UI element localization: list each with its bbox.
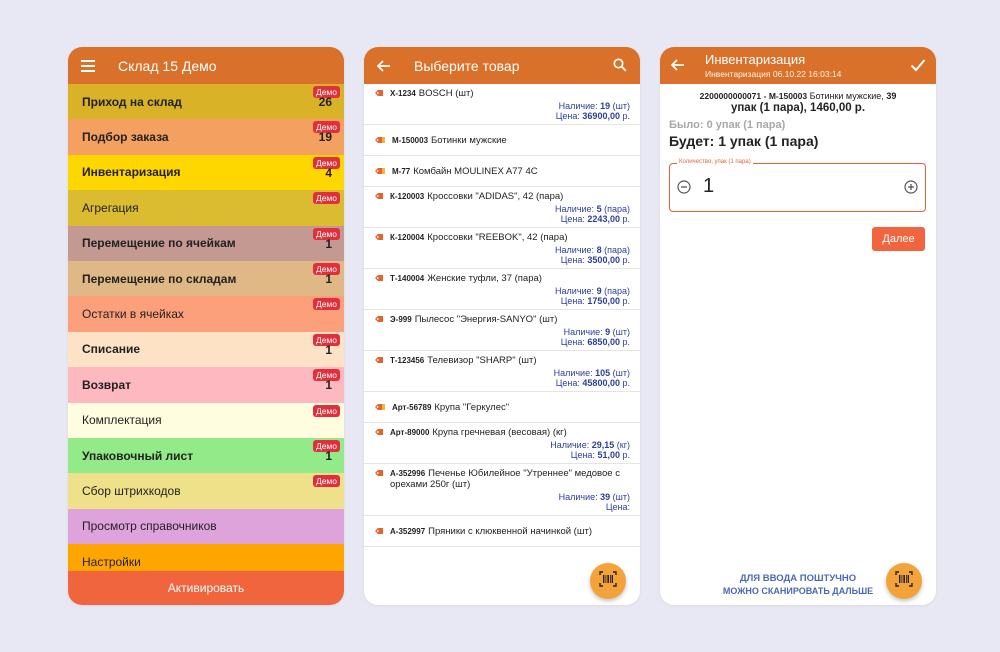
demo-badge: Демо <box>313 121 340 133</box>
menu-item[interactable] <box>68 226 344 261</box>
product-code: Т-123456 <box>390 356 425 365</box>
menu-item[interactable] <box>68 84 344 119</box>
product-name: Пряники с клюквенной начинкой (шт) <box>428 526 592 537</box>
stock-line <box>374 492 630 502</box>
menu-item-count: 4 <box>325 165 332 180</box>
product-title-line <box>374 402 630 413</box>
menu-item-label: Настройки <box>82 554 141 569</box>
price-value: 36900,00 <box>582 111 620 121</box>
price-value: 2243,00 <box>587 214 620 224</box>
price-value: 51,00 <box>597 450 620 460</box>
product-name: Пылесос "Энергия-SANYO" (шт) <box>414 314 558 325</box>
product-row[interactable] <box>364 351 640 392</box>
product-code: - М-150003 <box>763 91 808 101</box>
back-arrow-icon[interactable] <box>376 58 392 74</box>
stock-unit: (шт) <box>612 492 630 502</box>
will-be-quantity: Будет: 1 упак (1 пара) <box>669 133 819 149</box>
stock-value: 29,15 <box>591 440 615 450</box>
product-title-line <box>374 273 630 284</box>
product-row[interactable] <box>364 125 640 156</box>
inventory-screen <box>660 47 936 605</box>
product-code: М-150003 <box>392 136 429 145</box>
product-title-line <box>374 526 630 537</box>
demo-badge: Демо <box>313 157 340 169</box>
price-line <box>374 337 630 347</box>
stock-line <box>374 101 630 111</box>
product-name: Печенье Юбилейное "Утреннее" медовое с орехами 250г (шт) <box>390 468 620 490</box>
price-value: 3500,00 <box>587 255 620 265</box>
inventory-product-header <box>660 91 936 114</box>
confirm-check-icon[interactable] <box>910 58 926 77</box>
product-row[interactable] <box>364 187 640 228</box>
price-label: Цена: <box>555 111 580 121</box>
stock-value: 8 <box>596 245 602 255</box>
stock-unit: (шт) <box>612 101 630 111</box>
demo-badge: Демо <box>313 475 340 487</box>
demo-badge: Демо <box>313 298 340 310</box>
product-title-line <box>374 314 630 325</box>
scan-barcode-button[interactable] <box>886 563 922 599</box>
demo-badge: Демо <box>313 86 340 98</box>
price-value: 45800,00 <box>582 378 620 388</box>
product-row[interactable] <box>364 392 640 423</box>
product-list <box>364 84 640 605</box>
price-label: Цена: <box>560 337 585 347</box>
product-title-line <box>374 88 630 99</box>
stock-unit: (шт) <box>612 368 630 378</box>
search-icon[interactable] <box>612 57 628 73</box>
scan-hint-line2: МОЖНО СКАНИРОВАТЬ ДАЛЬШЕ <box>722 586 874 596</box>
price-tag-icon <box>374 428 384 436</box>
menu-item-label: Возврат <box>82 377 132 392</box>
price-tag-icon <box>374 89 384 97</box>
price-tag-icon <box>374 192 384 200</box>
product-row[interactable] <box>364 464 640 516</box>
stock-unit: (пара) <box>604 204 630 214</box>
stock-label: Наличие: <box>555 204 595 214</box>
stock-unit: (кг) <box>616 440 630 450</box>
price-label: Цена: <box>560 296 585 306</box>
price-unit: р. <box>622 255 630 265</box>
menu-item[interactable] <box>68 438 344 473</box>
main-menu-screen <box>68 47 344 605</box>
menu-item-count: 19 <box>318 130 332 145</box>
stock-value: 39 <box>600 492 611 502</box>
stock-line <box>374 245 630 255</box>
menu-list <box>68 84 344 571</box>
stock-line <box>374 286 630 296</box>
menu-item[interactable] <box>68 261 344 296</box>
product-row[interactable] <box>364 84 640 125</box>
multi-price-tag-icon <box>374 136 386 144</box>
product-row[interactable] <box>364 310 640 351</box>
product-code: А-352997 <box>390 527 426 536</box>
product-title-line <box>374 135 630 146</box>
price-label: Цена: <box>560 214 585 224</box>
product-code: А-352996 <box>390 469 426 478</box>
price-line <box>374 214 630 224</box>
menu-item[interactable] <box>68 367 344 402</box>
product-title-line <box>374 232 630 243</box>
products-app-bar <box>364 47 640 84</box>
package-price-line: упак (1 пара), 1460,00 р. <box>730 102 866 114</box>
stock-label: Наличие: <box>555 245 595 255</box>
product-name: Телевизор "SHARP" (шт) <box>427 355 537 366</box>
menu-item-label: Подбор заказа <box>82 130 169 145</box>
price-tag-icon <box>374 356 384 364</box>
product-name: BOSCH (шт) <box>418 88 474 99</box>
stock-line <box>374 204 630 214</box>
price-label: Цена: <box>570 450 595 460</box>
menu-item-label: Инвентаризация <box>82 165 181 180</box>
scan-hint-line1: ДЛЯ ВВОДА ПОШТУЧНО <box>739 573 857 584</box>
back-arrow-icon[interactable] <box>671 58 685 76</box>
product-code: Арт-89000 <box>390 428 430 437</box>
product-code: К-120003 <box>390 192 425 201</box>
quantity-field[interactable] <box>669 159 926 212</box>
menu-item-label: Упаковочный лист <box>82 448 194 463</box>
menu-item[interactable] <box>68 509 344 544</box>
price-line <box>374 378 630 388</box>
product-select-screen <box>364 47 640 605</box>
menu-item-label: Перемещение по складам <box>82 271 237 286</box>
product-name: Женские туфли, 37 (пара) <box>427 273 542 284</box>
demo-badge: Демо <box>313 405 340 417</box>
demo-badge: Демо <box>313 263 340 275</box>
product-code: Т-140004 <box>390 274 425 283</box>
product-name: Кроссовки "REEBOK", 42 (пара) <box>427 232 568 243</box>
menu-item[interactable] <box>68 296 344 331</box>
product-name: Ботинки мужские, <box>809 91 884 101</box>
menu-item-label: Комплектация <box>82 413 162 428</box>
price-tag-icon <box>374 274 384 282</box>
stock-unit: (шт) <box>612 327 630 337</box>
multi-price-tag-icon <box>374 167 386 175</box>
stock-value: 9 <box>596 286 602 296</box>
product-row[interactable] <box>364 423 640 464</box>
menu-item[interactable] <box>68 473 344 508</box>
inventory-app-bar <box>660 47 936 84</box>
stock-unit: (пара) <box>604 245 630 255</box>
price-line <box>374 450 630 460</box>
stock-value: 19 <box>600 101 611 111</box>
product-code: Арт-56789 <box>392 403 432 412</box>
menu-item-label: Агрегация <box>82 200 139 215</box>
product-title-line <box>374 166 630 177</box>
price-label: Цена: <box>605 502 630 512</box>
product-row[interactable] <box>364 516 640 547</box>
products-title: Выберите товар <box>414 57 520 74</box>
price-line <box>374 502 630 512</box>
menu-item-count: 1 <box>325 271 332 286</box>
stock-line <box>374 327 630 337</box>
stock-label: Наличие: <box>563 327 603 337</box>
menu-item-label: Списание <box>82 342 141 357</box>
product-name: Крупа "Геркулес" <box>434 402 510 413</box>
menu-item-count: 1 <box>325 342 332 357</box>
product-code: Э-999 <box>390 315 412 324</box>
product-name: Комбайн MOULINEX A77 4C <box>413 166 538 177</box>
price-label: Цена: <box>555 378 580 388</box>
menu-item[interactable] <box>68 155 344 190</box>
inventory-title: Инвентаризация <box>705 52 806 67</box>
menu-item-label: Сбор штрихкодов <box>82 483 181 498</box>
product-row[interactable] <box>364 228 640 269</box>
stock-label: Наличие: <box>550 440 590 450</box>
demo-badge: Демо <box>313 369 340 381</box>
menu-item-label: Приход на склад <box>82 94 182 109</box>
scan-barcode-button[interactable] <box>590 563 626 599</box>
menu-item-label: Остатки в ячейках <box>82 307 184 322</box>
product-title-line <box>374 191 630 202</box>
menu-item[interactable] <box>68 119 344 154</box>
product-name: Ботинки мужские <box>431 135 507 146</box>
stock-label: Наличие: <box>558 101 598 111</box>
quantity-value[interactable]: 1 <box>703 175 715 197</box>
product-row[interactable] <box>364 156 640 187</box>
barcode-value: 2200000000071 <box>699 91 762 101</box>
price-unit: р. <box>622 378 630 388</box>
activate-button[interactable]: Активировать <box>68 571 344 605</box>
stock-label: Наличие: <box>558 492 598 502</box>
was-quantity: Было: 0 упак (1 пара) <box>669 119 786 131</box>
price-tag-icon <box>374 315 384 323</box>
product-title-line <box>374 468 630 490</box>
next-button[interactable]: Далее <box>872 227 925 251</box>
product-name: Кроссовки "ADIDAS", 42 (пара) <box>427 191 564 202</box>
barcode-scan-icon <box>599 571 617 592</box>
price-unit: р. <box>622 450 630 460</box>
product-code: X-1234 <box>390 89 416 98</box>
price-line <box>374 111 630 121</box>
menu-item-count: 1 <box>325 378 332 393</box>
price-unit: р. <box>622 111 630 121</box>
price-value: 1750,00 <box>587 296 620 306</box>
demo-badge: Демо <box>313 228 340 240</box>
product-code: К-120004 <box>390 233 425 242</box>
demo-badge: Демо <box>313 192 340 204</box>
stock-label: Наличие: <box>555 286 595 296</box>
decrement-icon[interactable] <box>677 180 691 199</box>
product-title-line <box>374 355 630 366</box>
menu-item[interactable] <box>68 190 344 225</box>
price-label: Цена: <box>560 255 585 265</box>
price-value: 6850,00 <box>587 337 620 347</box>
stock-line <box>374 440 630 450</box>
price-tag-icon <box>374 527 384 535</box>
menu-app-bar <box>68 47 344 84</box>
price-unit: р. <box>622 214 630 224</box>
price-line <box>374 255 630 265</box>
menu-item-label: Просмотр справочников <box>82 519 217 534</box>
price-tag-icon <box>374 469 384 477</box>
menu-item[interactable] <box>68 544 344 571</box>
multi-price-tag-icon <box>374 403 386 411</box>
product-row[interactable] <box>364 269 640 310</box>
product-qty: 39 <box>886 91 897 101</box>
product-code: М-77 <box>392 167 411 176</box>
increment-icon[interactable] <box>904 180 918 199</box>
stock-value: 5 <box>596 204 602 214</box>
stock-label: Наличие: <box>553 368 593 378</box>
menu-item-count: 1 <box>325 448 332 463</box>
menu-item-count: 26 <box>318 95 332 109</box>
product-name: Крупа гречневая (весовая) (кг) <box>432 427 567 438</box>
product-title-line <box>374 427 630 438</box>
stock-value: 9 <box>605 327 611 337</box>
demo-badge: Демо <box>313 334 340 346</box>
price-tag-icon <box>374 233 384 241</box>
price-line <box>374 296 630 306</box>
quantity-field-label: Количество, упак (1 пара) <box>679 159 751 165</box>
menu-item-count: 1 <box>325 236 332 251</box>
menu-title: Склад 15 Демо <box>118 57 217 74</box>
stock-value: 105 <box>595 368 611 378</box>
price-unit: р. <box>622 296 630 306</box>
menu-item[interactable] <box>68 332 344 367</box>
price-unit: р. <box>622 337 630 347</box>
barcode-scan-icon <box>895 571 913 592</box>
demo-badge: Демо <box>313 440 340 452</box>
inventory-subtitle: Инвентаризация 06.10.22 16:03:14 <box>705 69 842 79</box>
menu-item[interactable] <box>68 403 344 438</box>
stock-line <box>374 368 630 378</box>
hamburger-menu-icon[interactable] <box>80 58 96 74</box>
menu-item-label: Перемещение по ячейкам <box>82 236 236 251</box>
stock-unit: (пара) <box>604 286 630 296</box>
